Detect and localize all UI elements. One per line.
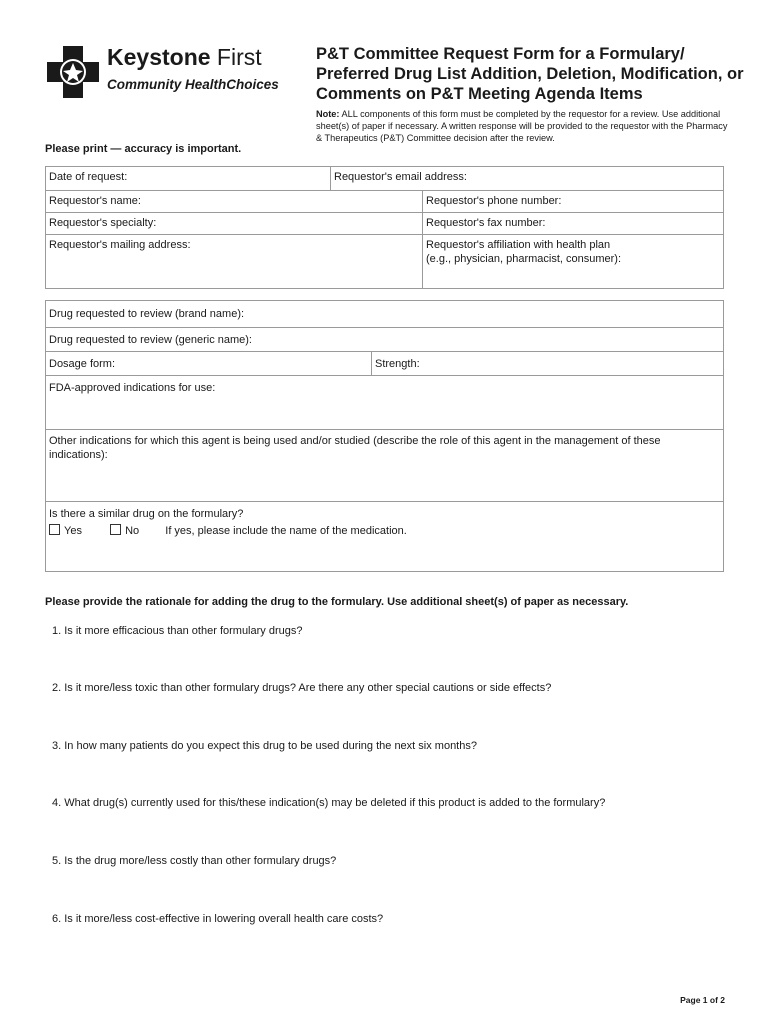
blue-cross-icon bbox=[45, 44, 101, 100]
page-number: Page 1 of 2 bbox=[680, 995, 725, 1005]
print-instruction: Please print — accuracy is important. bbox=[45, 143, 242, 155]
requestor-name-field[interactable]: Requestor's name: bbox=[49, 195, 141, 207]
keystone-first-logo bbox=[45, 44, 285, 100]
requestor-email-field[interactable]: Requestor's email address: bbox=[330, 167, 723, 190]
similar-drug-hint: If yes, please include the name of the medication. bbox=[165, 525, 407, 537]
fda-indications-field[interactable]: FDA-approved indications for use: bbox=[49, 382, 216, 394]
brand-subtitle: Community HealthChoices bbox=[107, 77, 279, 92]
question-item: 4. What drug(s) currently used for this/these indication(s) may be deleted if this product is added to the formulary? bbox=[52, 797, 606, 809]
requestor-fax-field[interactable]: Requestor's fax number: bbox=[422, 213, 723, 234]
drug-brand-name-field[interactable]: Drug requested to review (brand name): bbox=[49, 308, 245, 320]
strength-field[interactable]: Strength: bbox=[371, 352, 723, 375]
brand-name: Keystone First bbox=[107, 44, 262, 70]
requestor-affiliation-field[interactable]: Requestor's affiliation with health plan (e.g., physician, pharmacist, consumer): bbox=[422, 235, 723, 288]
question-item: 1. Is it more efficacious than other formulary drugs? bbox=[52, 625, 303, 637]
requestor-specialty-field[interactable]: Requestor's specialty: bbox=[49, 217, 157, 229]
dosage-form-field[interactable]: Dosage form: bbox=[49, 358, 116, 370]
checkbox-icon bbox=[110, 524, 121, 535]
requestor-mailing-address-field[interactable]: Requestor's mailing address: bbox=[49, 239, 191, 251]
requestor-phone-field[interactable]: Requestor's phone number: bbox=[422, 191, 723, 212]
form-title: P&T Committee Request Form for a Formulary/ Preferred Drug List Addition, Deletion, Modification, or Comments on P&T Meeting Agenda Items bbox=[316, 45, 744, 103]
drug-generic-name-field[interactable]: Drug requested to review (generic name): bbox=[49, 334, 252, 346]
drug-table bbox=[45, 300, 724, 572]
rationale-heading: Please provide the rationale for adding the drug to the formulary. Use additional sheet(s) of paper as necessary. bbox=[45, 596, 629, 608]
similar-drug-question: Is there a similar drug on the formulary? bbox=[49, 508, 244, 520]
requestor-table bbox=[45, 166, 724, 289]
similar-drug-field bbox=[46, 502, 723, 571]
yes-checkbox[interactable]: Yes bbox=[49, 525, 82, 537]
question-item: 2. Is it more/less toxic than other formulary drugs? Are there any other special cautions or side effects? bbox=[52, 682, 552, 694]
question-item: 3. In how many patients do you expect this drug to be used during the next six months? bbox=[52, 740, 477, 752]
question-item: 6. Is it more/less cost-effective in lowering overall health care costs? bbox=[52, 913, 384, 925]
form-note: Note: ALL components of this form must be completed by the requestor for a review. Use additional sheet(s) of paper if necessary. A written response will be provided to the requestor with the Pharmacy & Therapeutics (P&T) Committee decision after the review. bbox=[316, 109, 728, 143]
checkbox-icon bbox=[49, 524, 60, 535]
other-indications-field[interactable]: Other indications for which this agent is being used and/or studied (describe the role of this agent in the management of these indications): bbox=[49, 435, 661, 461]
no-checkbox[interactable]: No bbox=[110, 525, 139, 537]
question-item: 5. Is the drug more/less costly than other formulary drugs? bbox=[52, 855, 337, 867]
date-of-request-field[interactable]: Date of request: bbox=[49, 171, 128, 183]
